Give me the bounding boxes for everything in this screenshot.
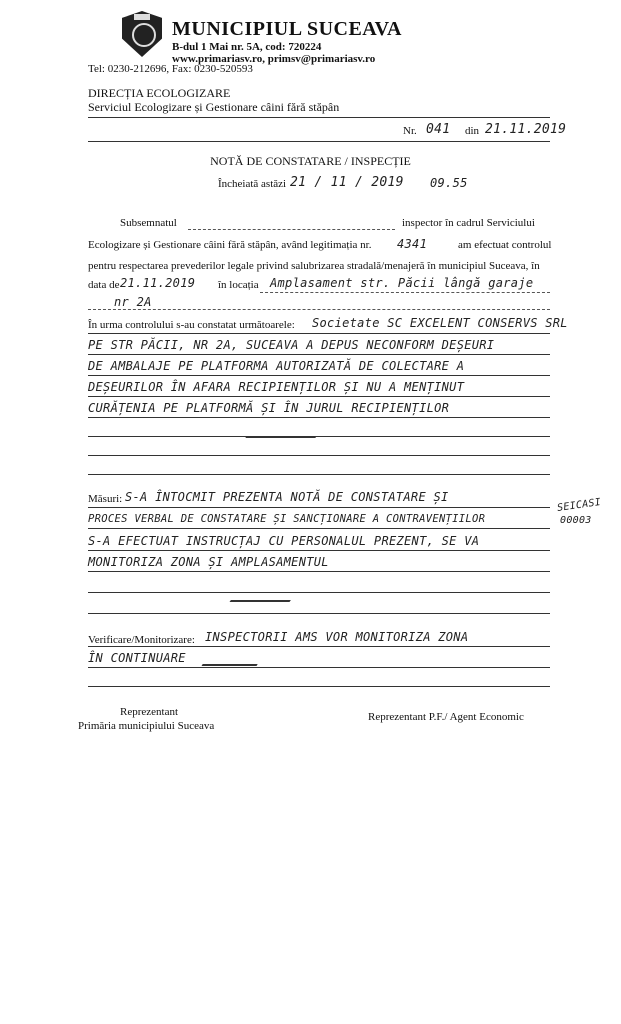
body-date-value: 21.11.2019	[120, 276, 196, 290]
measures-margin-note-1: SEICASI	[556, 496, 602, 515]
findings-rule-5	[88, 417, 550, 418]
body-line3: pentru respectarea prevederilor legale privind salubrizarea stradală/menajeră în municipiul Suceava, în	[88, 260, 540, 272]
institution-name: MUNICIPIUL SUCEAVA	[172, 18, 402, 40]
concluded-time: 09.55	[430, 176, 468, 190]
badge-number: 4341	[397, 237, 428, 251]
monitoring-rule-2	[88, 667, 550, 668]
registration-date-value: 21.11.2019	[485, 122, 567, 137]
body-line1-end: inspector în cadrul Serviciului	[402, 217, 535, 229]
inspector-name-line	[188, 229, 395, 230]
concluded-date: 21 / 11 / 2019	[290, 175, 404, 190]
body-subsemnatul: Subsemnatul	[120, 217, 177, 229]
findings-rule-1	[88, 333, 550, 334]
findings-rule-3	[88, 375, 550, 376]
registration-date-label: din	[465, 125, 480, 137]
measures-line-1: S-A ÎNTOCMIT PREZENTA NOTĂ DE CONSTATARE ȘI	[125, 490, 449, 504]
findings-rule-4	[88, 396, 550, 397]
crown-icon	[134, 14, 150, 20]
header-divider	[88, 117, 550, 118]
measures-line-4: MONITORIZA ZONA ȘI AMPLASAMENTUL	[88, 555, 329, 569]
measures-label: Măsuri:	[88, 493, 123, 505]
body-line2-end: am efectuat controlul	[458, 239, 552, 251]
body-location-value-2: nr 2A	[114, 295, 152, 309]
findings-label: În urma controlului s-au constatat următoarele:	[88, 319, 295, 331]
registration-nr-value: 041	[426, 122, 451, 137]
findings-line-1: Societate SC EXCELENT CONSERVS SRL	[312, 316, 568, 330]
monitoring-line-2: ÎN CONTINUARE	[88, 651, 186, 665]
institution-web: www.primariasv.ro, primsv@primariasv.ro	[172, 53, 376, 65]
coat-of-arms-icon	[122, 11, 162, 57]
monitoring-label: Verificare/Monitorizare:	[88, 634, 195, 646]
institution-address: B-dul 1 Mai nr. 5A, cod: 720224	[172, 41, 322, 53]
findings-rule-7	[88, 455, 550, 456]
monitoring-rule-3	[88, 686, 550, 687]
institution-phone: Tel: 0230-212696, Fax: 0230-520593	[88, 63, 253, 75]
measures-strike-mark	[229, 572, 310, 602]
findings-rule-2	[88, 354, 550, 355]
body-line2-start: Ecologizare și Gestionare câini fără stăpân, având legitimația nr.	[88, 239, 372, 251]
body-date-label: data de	[88, 279, 120, 291]
body-location-label: în locația	[218, 279, 259, 291]
department-name: DIRECȚIA ECOLOGIZARE	[88, 86, 231, 100]
concluded-label: Încheiată astăzi	[218, 178, 287, 190]
findings-line-5: CURĂȚENIA PE PLATFORMĂ ȘI ÎN JURUL RECIPIENȚILOR	[88, 401, 450, 415]
document-title: NOTĂ DE CONSTATARE / INSPECȚIE	[210, 154, 411, 168]
measures-rule-6	[88, 613, 550, 614]
measures-rule-2	[88, 528, 550, 529]
measures-margin-note-2: 00003	[560, 515, 592, 526]
location-line-1	[260, 292, 550, 293]
measures-rule-3	[88, 550, 550, 551]
measures-line-3: S-A EFECTUAT INSTRUCȚAJ CU PERSONALUL PREZENT, SE VA	[88, 534, 480, 548]
monitoring-rule-1	[88, 646, 550, 647]
measures-rule-4	[88, 571, 550, 572]
findings-line-2: PE STR PĂCII, NR 2A, SUCEAVA A DEPUS NECONFORM DEȘEURI	[88, 338, 495, 352]
footer-right: Reprezentant P.F./ Agent Economic	[368, 711, 524, 723]
findings-rule-8	[88, 474, 550, 475]
body-location-value: Amplasament str. Păcii lângă garaje	[270, 276, 534, 290]
monitoring-strike-mark	[202, 654, 264, 666]
findings-rule-6	[88, 436, 550, 437]
department-service: Serviciul Ecologizare și Gestionare câini fără stăpân	[88, 100, 340, 114]
registration-nr-label: Nr.	[403, 125, 417, 137]
findings-line-4: DEȘEURILOR ÎN AFARA RECIPIENȚILOR ȘI NU A MENȚINUT	[88, 380, 465, 394]
location-line-2	[88, 309, 550, 310]
measures-rule-1	[88, 507, 550, 508]
monitoring-line-1: INSPECTORII AMS VOR MONITORIZA ZONA	[205, 630, 469, 644]
footer-left-title: Reprezentant	[120, 706, 179, 718]
footer-left-sub: Primăria municipiului Suceava	[78, 720, 215, 732]
measures-rule-5	[88, 592, 550, 593]
registration-divider	[88, 141, 550, 142]
findings-line-3: DE AMBALAJE PE PLATFORMA AUTORIZATĂ DE COLECTARE A	[88, 359, 465, 373]
seal-icon	[132, 23, 156, 47]
measures-line-2: PROCES VERBAL DE CONSTATARE ȘI SANCȚIONARE A CONTRAVENȚIILOR	[88, 513, 486, 525]
findings-strike-mark	[245, 422, 324, 438]
